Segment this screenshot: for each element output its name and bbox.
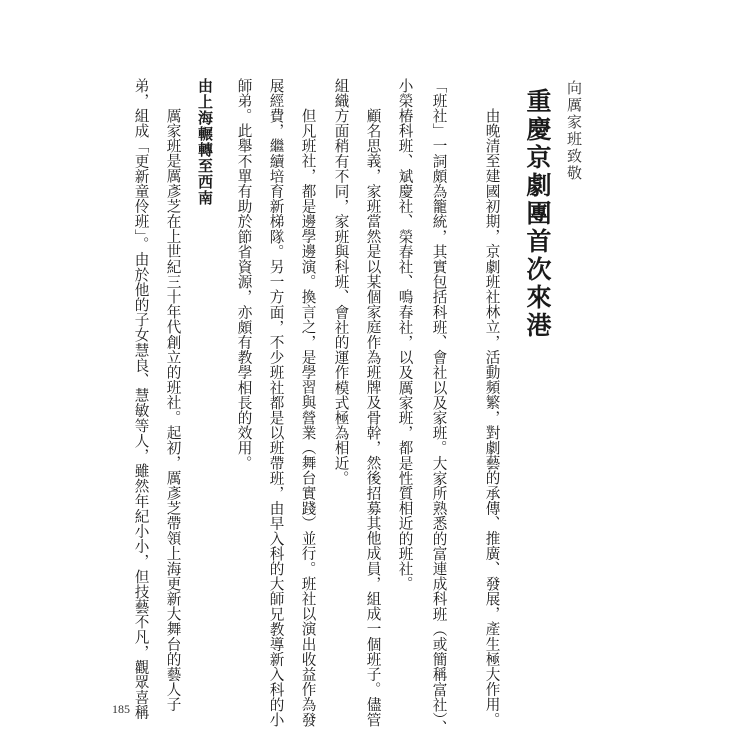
body-line-1: 由晚清至建國初期，京劇班社林立，活動頻繁，對劇藝的承傳、推廣、發展，產生極大作用。 bbox=[483, 108, 501, 728]
body-line-2: 「班社」一詞頗為籠統，其實包括科班、會社以及家班。大家所熟悉的富連成科班（或簡稱富社）、 bbox=[430, 78, 448, 736]
body-line-5: 組織方面稍有不同，家班與科班、會社的運作模式極為相近。 bbox=[332, 78, 350, 486]
body-line-8: 師弟。此舉不單有助於節省資源，亦頗有教學相長的效用。 bbox=[235, 78, 253, 471]
section-line-2: 弟，組成「更新童伶班」。由於他的子女慧良、慧敏等人，雖然年紀小小，但技藝不凡，觀眾喜稱 bbox=[132, 78, 150, 720]
article-title: 重慶京劇團首次來港 bbox=[523, 88, 552, 340]
body-line-4: 顧名思義，家班當然是以某個家庭作為班牌及骨幹，然後招募其他成員，組成一個班子。儘管 bbox=[364, 108, 382, 728]
body-line-3: 小榮椿科班、斌慶社、榮春社、鳴春社，以及厲家班，都是性質相近的班社。 bbox=[396, 78, 414, 592]
body-line-6: 但凡班社，都是邊學邊演。換言之，是學習與營業（舞台實踐）並行。班社以演出收益作為發 bbox=[299, 108, 317, 728]
body-line-7: 展經費，繼續培育新梯隊。另一方面，不少班社都是以班帶班，由早入科的大師兄教導新入科的小 bbox=[267, 78, 285, 728]
page-number: 185 bbox=[112, 702, 130, 716]
section-heading: 由上海輾轉至西南 bbox=[196, 78, 214, 206]
article-subtitle: 向厲家班致敬 bbox=[565, 80, 583, 182]
section-line-1: 厲家班是厲彥芝在上世紀三十年代創立的班社。起初，厲彥芝帶領上海更新大舞台的藝人子 bbox=[164, 108, 182, 712]
